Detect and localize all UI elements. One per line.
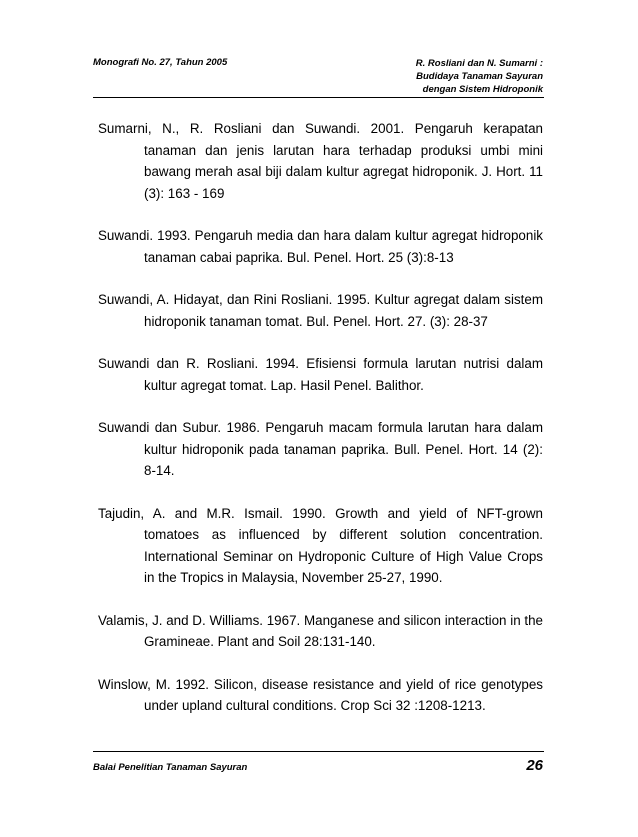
page-number: 26 xyxy=(526,757,543,774)
running-header-right xyxy=(416,57,543,96)
running-header-left: Monografi No. 27, Tahun 2005 xyxy=(93,57,228,68)
header-right-line-2: Budidaya Tanaman Sayuran xyxy=(416,71,543,82)
reference-entry: Suwandi, A. Hidayat, dan Rini Rosliani. 1995. Kultur agregat dalam sistem hidroponik tanaman tomat. Bul. Penel. Hort. 27. (3): 28-37 xyxy=(98,292,543,329)
reference-entry: Valamis, J. and D. Williams. 1967. Manganese and silicon interaction in the Gramineae. Plant and Soil 28:131-140. xyxy=(98,612,543,649)
reference-entry: Sumarni, N., R. Rosliani dan Suwandi. 2001. Pengaruh kerapatan tanaman dan jenis larutan hara terhadap produksi umbi mini bawang merah asal biji dalam kultur agregat hidroponik. J. Hort. 11 (3): 163 - 169 xyxy=(98,121,543,201)
header-right-line-3: dengan Sistem Hidroponik xyxy=(422,84,543,95)
header-right-line-1: R. Rosliani dan N. Sumarni : xyxy=(415,58,543,69)
reference-list xyxy=(98,118,543,738)
header-divider xyxy=(93,97,544,98)
reference-entry: Winslow, M. 1992. Silicon, disease resistance and yield of rice genotypes under upland cultural conditions. Crop Sci 32 :1208-1213. xyxy=(98,676,543,713)
reference-entry: Suwandi. 1993. Pengaruh media dan hara dalam kultur agregat hidroponik tanaman cabai paprika. Bul. Penel. Hort. 25 (3):8-13 xyxy=(98,228,543,265)
reference-entry: Tajudin, A. and M.R. Ismail. 1990. Growth and yield of NFT-grown tomatoes as influenced by different solution concentration. International Seminar on Hydroponic Culture of High Value Crops in the Tropics in Malaysia, November 25-27, 1990. xyxy=(98,505,543,585)
running-footer: Balai Penelitian Tanaman Sayuran xyxy=(93,762,248,773)
reference-entry: Suwandi dan R. Rosliani. 1994. Efisiensi formula larutan nutrisi dalam kultur agregat tomat. Lap. Hasil Penel. Balithor. xyxy=(98,356,543,393)
reference-entry: Suwandi dan Subur. 1986. Pengaruh macam formula larutan hara dalam kultur hidroponik pada tanaman paprika. Bull. Penel. Hort. 14 (2): 8-14. xyxy=(98,420,543,478)
footer-divider xyxy=(93,751,544,752)
